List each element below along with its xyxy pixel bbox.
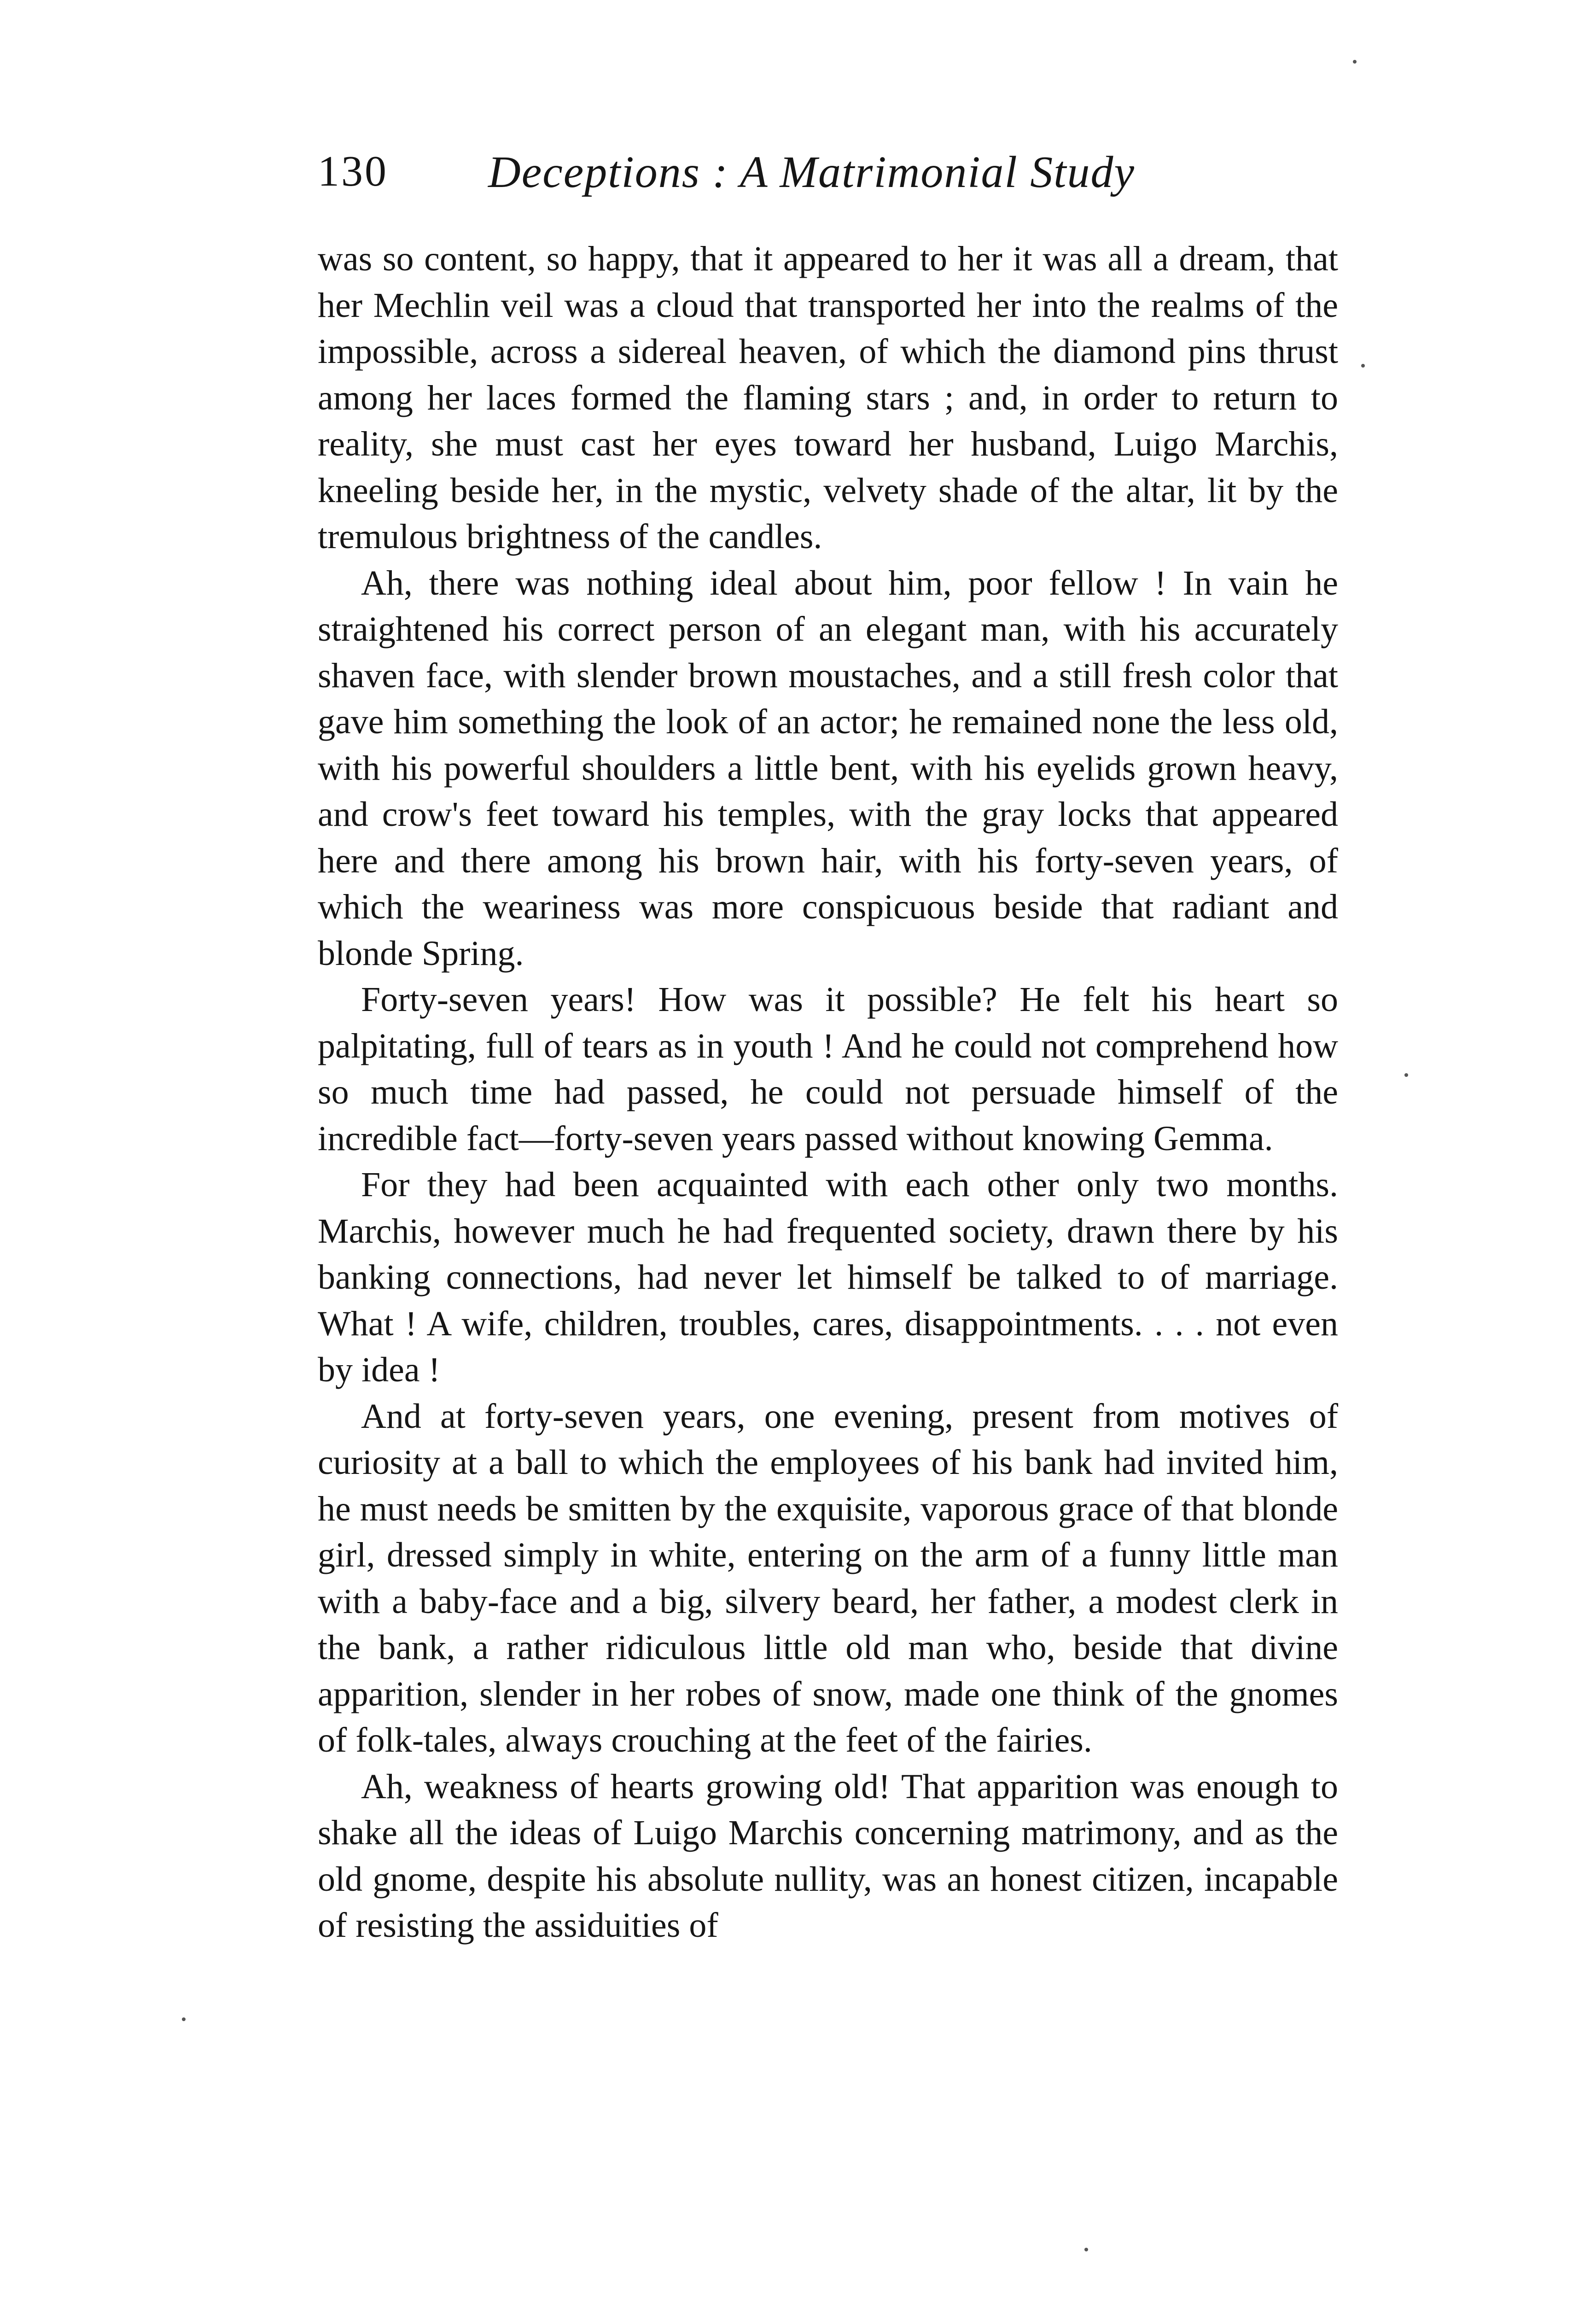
body-text <box>318 236 1338 1949</box>
paragraph-1: was so content, so happy, that it appeared to her it was all a dream, that her Mechlin veil was a cloud that transported her into the realms of the impossible, across a sidereal heaven, of which the diamond pins thrust among her laces formed the flaming stars ; and, in order to return to reality, she must cast her eyes toward her husband, Luigo Marchis, kneeling beside her, in the mystic, velvety shade of the altar, lit by the tremulous brightness of the candles. <box>318 240 1338 556</box>
paragraph-6: Ah, weakness of hearts growing old! That apparition was enough to shake all the ideas of Luigo Marchis concerning matrimony, and as the old gnome, despite his absolute nullity, was an honest citizen, incapable of resisting the assiduities of <box>318 1767 1338 1945</box>
paragraph-4: For they had been acquainted with each other only two months. Marchis, however much he had frequented society, drawn there by his banking connections, had never let himself be talked to of marriage. What ! A wife, children, troubles, cares, disappointments. . . . not even by idea ! <box>318 1165 1338 1389</box>
scan-speck <box>1353 60 1357 64</box>
scan-speck <box>182 2017 186 2021</box>
scan-speck <box>1084 2248 1088 2251</box>
paragraph-3: Forty-seven years! How was it possible? He felt his heart so palpitating, full of tears as in youth ! And he could not comprehend how so much time had passed, he could not persuade himself of the incredible fact—forty-seven years passed without knowing Gemma. <box>318 980 1338 1158</box>
page-number: 130 <box>318 147 388 195</box>
scan-speck <box>1361 364 1365 368</box>
paragraph-2: Ah, there was nothing ideal about him, poor fellow ! In vain he straightened his correct person of an elegant man, with his accurately shaven face, with slender brown moustaches, and a still fresh color that gave him something the look of an actor; he remained none the less old, with his powerful shoulders a little bent, with his eyelids grown heavy, and crow's feet toward his temples, with the gray locks that appeared here and there among his brown hair, with his forty-seven years, of which the weariness was more conspicuous beside that radiant and blonde Spring. <box>318 563 1338 973</box>
paragraph-5: And at forty-seven years, one evening, present from motives of curiosity at a ball to which the employees of his bank had invited him, he must needs be smitten by the exquisite, vaporous grace of that blonde girl, dressed simply in white, entering on the arm of a funny little man with a baby-face and a big, silvery beard, her father, a modest clerk in the bank, a rather ridiculous little old man who, beside that divine apparition, slender in her robes of snow, made one think of the gnomes of folk-tales, always crouching at the feet of the fairies. <box>318 1397 1338 1759</box>
running-title: Deceptions : A Matrimonial Study <box>488 147 1135 197</box>
scan-speck <box>1404 1073 1408 1077</box>
page-header <box>318 138 1331 212</box>
